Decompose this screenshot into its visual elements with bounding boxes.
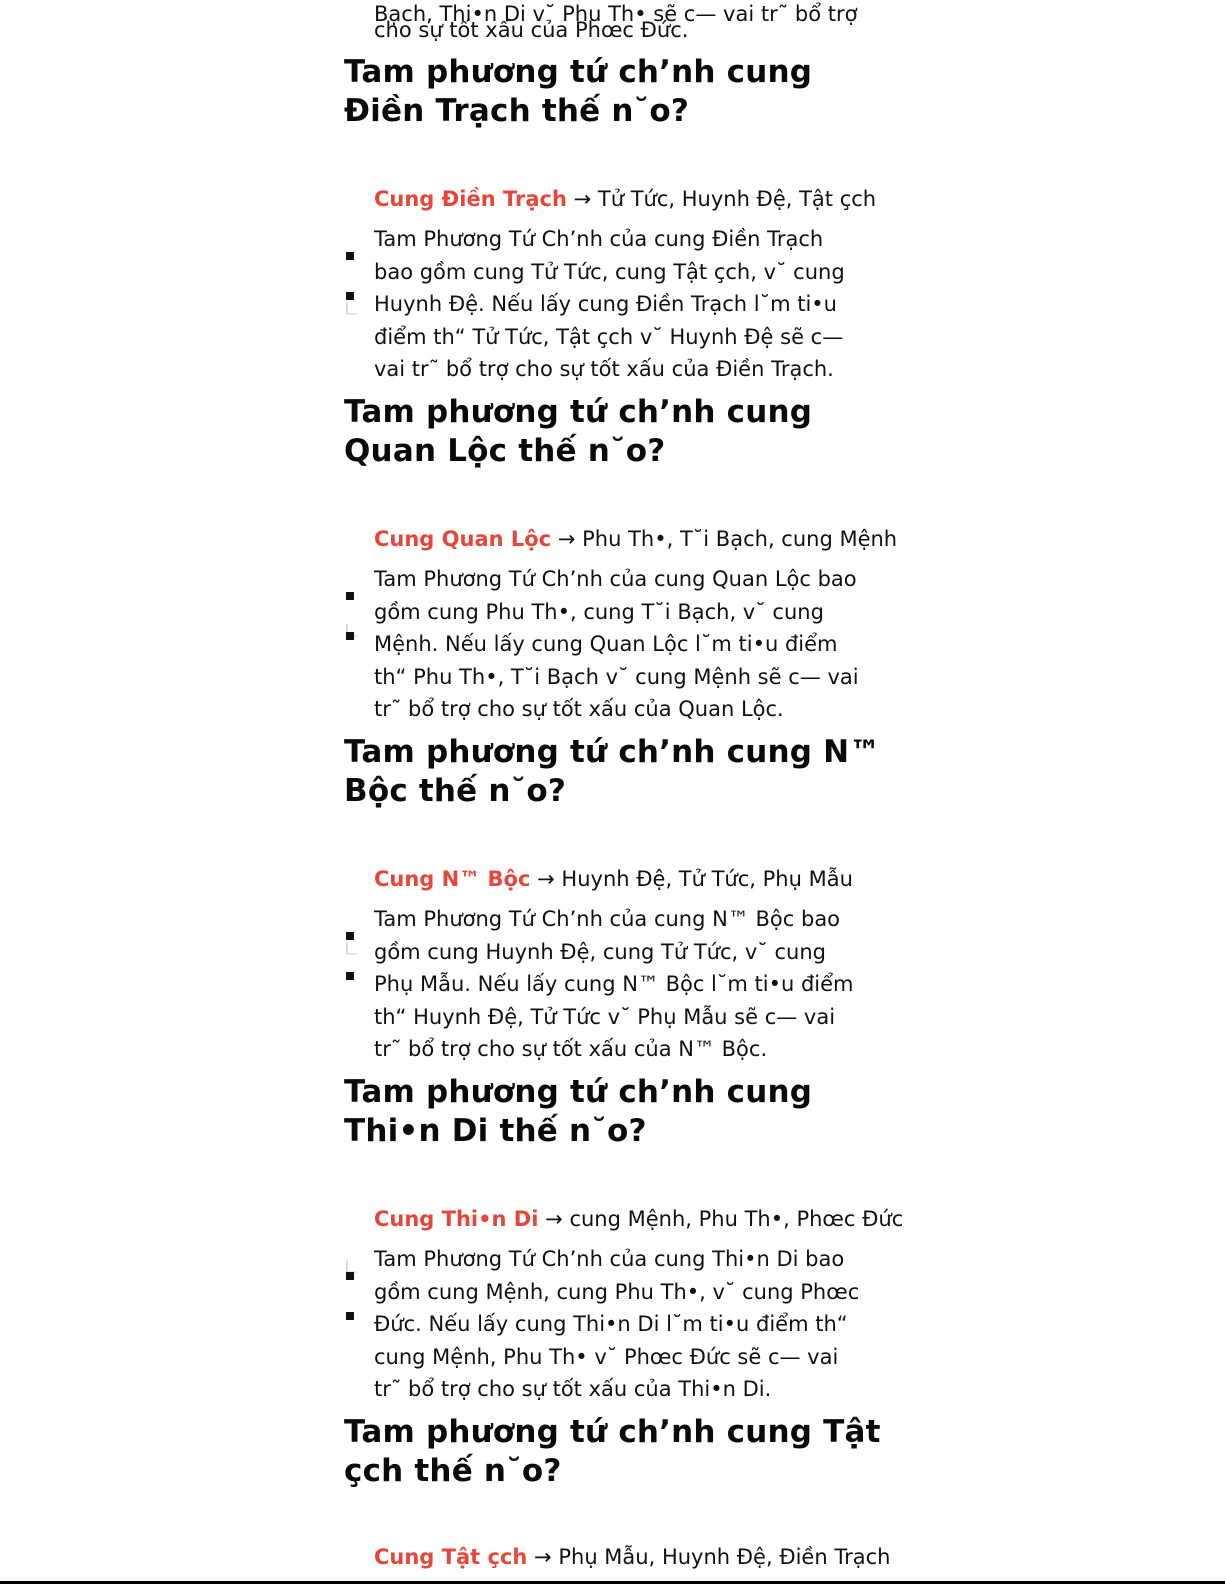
- arrow-icon: →: [545, 1207, 563, 1231]
- section-heading-dien-trach: Tam phương tứ ch’nh cung Điền Trạch thế n˘o?: [344, 54, 813, 129]
- section-heading-thien-di: Tam phương tứ ch’nh cung Thi•n Di thế n˘o?: [344, 1074, 813, 1149]
- broken-image-icon: [346, 932, 354, 940]
- section-description-quan-loc: Tam Phương Tứ Ch’nh của cung Quan Lộc bao gồm cung Phu Th•, cung T˘i Bạch, v˘ cung Mệnh. Nếu lấy cung Quan Lộc l˘m ti•u điểm th“ Phu Th•, T˘i Bạch v˘ cung Mệnh sẽ c— vai tr˜ bổ trợ cho sự tốt xấu của Quan Lộc.: [374, 567, 859, 722]
- related-palaces: Phụ Mẫu, Huynh Đệ, Điền Trạch: [558, 1545, 891, 1569]
- related-palaces: cung Mệnh, Phu Th•, Phœc Đức: [569, 1207, 904, 1231]
- related-palaces: Phu Th•, T˘i Bạch, cung Mệnh: [582, 527, 898, 551]
- broken-image-icon: [346, 252, 354, 260]
- broken-image-icon: [346, 1272, 354, 1280]
- related-palaces: Tử Tức, Huynh Đệ, Tật çch: [597, 187, 877, 211]
- relation-line-dien-trach: [374, 185, 914, 213]
- broken-image-icon: [346, 1312, 354, 1320]
- section-heading-no-boc: Tam phương tứ ch’nh cung N™ Bộc thế n˘o?: [344, 734, 881, 809]
- section-description-dien-trach: Tam Phương Tứ Ch’nh của cung Điền Trạch bao gồm cung Tử Tức, cung Tật çch, v˘ cung Huynh Đệ. Nếu lấy cung Điền Trạch l˘m ti•u điểm th“ Tử Tức, Tật çch v˘ Huynh Đệ sẽ c— vai tr˜ bổ trợ cho sự tốt xấu của Điền Trạch.: [374, 227, 845, 382]
- broken-image-ghost-icon: [346, 302, 357, 315]
- bottom-border: [0, 1581, 1225, 1584]
- broken-image-ghost-icon: [346, 942, 357, 955]
- palace-name: Cung N™ Bộc: [374, 867, 531, 891]
- section-heading-tat-ach: Tam phương tứ ch’nh cung Tật çch thế n˘o?: [344, 1414, 881, 1489]
- palace-name: Cung Thi•n Di: [374, 1207, 539, 1231]
- section-description-no-boc: Tam Phương Tứ Ch’nh của cung N™ Bộc bao gồm cung Huynh Đệ, cung Tử Tức, v˘ cung Phụ Mẫu. Nếu lấy cung N™ Bộc l˘m ti•u điểm th“ Huynh Đệ, Tử Tức v˘ Phụ Mẫu sẽ c— vai tr˜ bổ trợ cho sự tốt xấu của N™ Bộc.: [374, 907, 854, 1062]
- arrow-icon: →: [573, 187, 592, 211]
- palace-name: Cung Tật çch: [374, 1545, 528, 1569]
- relation-line-no-boc: [374, 865, 914, 893]
- broken-image-icon: [346, 292, 354, 300]
- relation-line-tat-ach: [374, 1543, 914, 1571]
- broken-image-icon: [346, 592, 354, 600]
- section-heading-quan-loc: Tam phương tứ ch’nh cung Quan Lộc thế n˘o?: [344, 394, 813, 469]
- arrow-icon: →: [537, 867, 555, 891]
- relation-line-thien-di: [374, 1205, 914, 1233]
- intro-fragment: Bạch, Thi•n Di v˘ Phu Th• sẽ c— vai tr˜ bổ trợ cho sự tốt xấu của Phœc Đức.: [374, 2, 858, 42]
- section-description-thien-di: Tam Phương Tứ Ch’nh của cung Thi•n Di bao gồm cung Mệnh, cung Phu Th•, v˘ cung Phœc Đức. Nếu lấy cung Thi•n Di l˘m ti•u điểm th“ cung Mệnh, Phu Th• v˘ Phœc Đức sẽ c— vai tr˜ bổ trợ cho sự tốt xấu của Thi•n Di.: [374, 1247, 860, 1402]
- relation-line-quan-loc: [374, 525, 914, 553]
- arrow-icon: →: [557, 527, 576, 551]
- palace-name: Cung Điền Trạch: [374, 187, 567, 211]
- broken-image-icon: [346, 972, 354, 980]
- palace-name: Cung Quan Lộc: [374, 527, 552, 551]
- related-palaces: Huynh Đệ, Tử Tức, Phụ Mẫu: [561, 867, 853, 891]
- broken-image-icon: [346, 632, 354, 640]
- arrow-icon: →: [534, 1545, 552, 1569]
